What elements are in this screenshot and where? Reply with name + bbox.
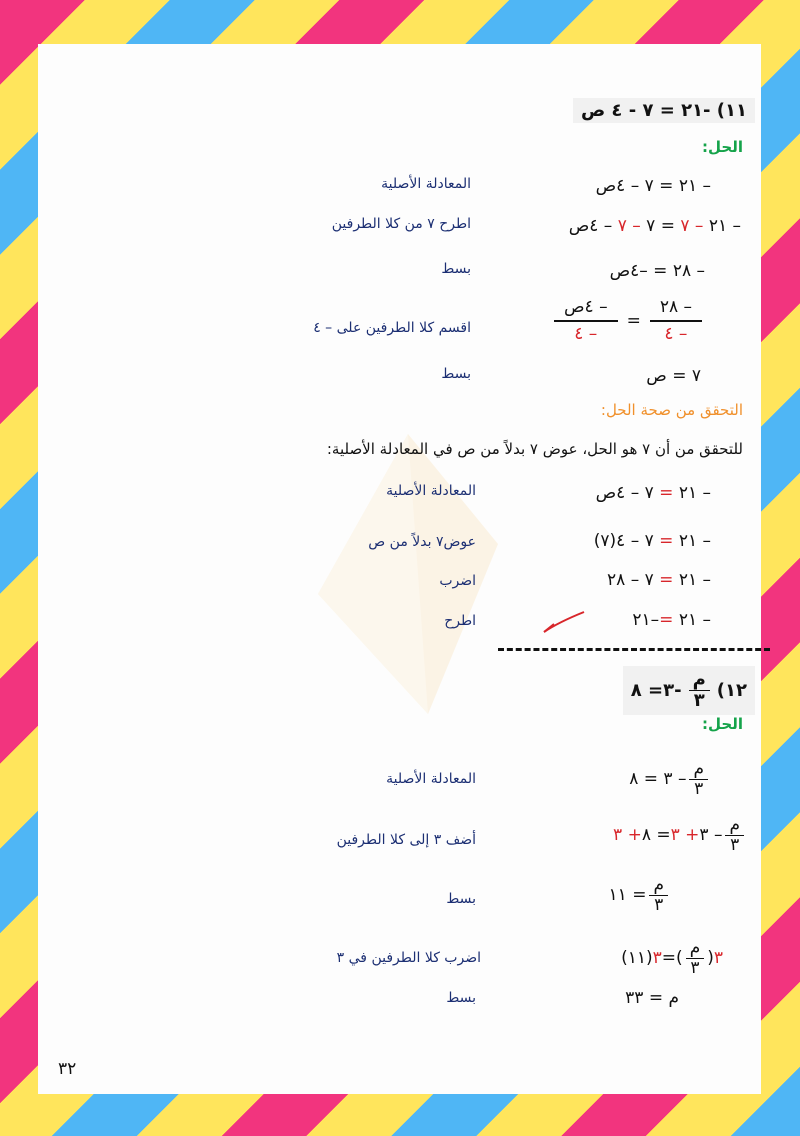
- note-12-step2: أضف ٣ إلى كلا الطرفين: [336, 832, 476, 848]
- check-title: التحقق من صحة الحل:: [600, 401, 743, 419]
- problem-11-statement: ١١) -٢١ = ٧ - ٤ ص: [573, 98, 755, 123]
- eq-12-step1: $\frac{\text{م}}{٣}$ – ٣ = ٨: [629, 760, 711, 798]
- check-eq-3: – ٢١ = ٧ – ٢٨: [607, 570, 711, 590]
- book-watermark-icon: [298, 424, 518, 724]
- eq-11-step4: $\frac{- ٢٨}{- ٤}$ = $\frac{\text{– ٤ص}}{- ٤}$: [551, 298, 705, 343]
- note-11-step2: اطرح ٧ من كلا الطرفين: [331, 216, 471, 232]
- fraction-left: $\frac{- ٢٨}{- ٤}$: [650, 298, 702, 343]
- note-11-step3: بسط: [441, 261, 471, 277]
- fraction-m-over-3: $\frac{\text{م}}{٣}$: [649, 876, 668, 914]
- solution-label-11: الحل:: [702, 138, 743, 156]
- fraction-m-over-3: $\frac{\text{م}}{٣}$: [725, 816, 744, 854]
- note-12-step3: بسط: [446, 891, 476, 907]
- problem-12-fraction: $\frac{\text{م}}{٣}$: [689, 670, 710, 711]
- check-eq-4: – ٢١ =–٢١: [632, 610, 711, 630]
- note-12-step5: بسط: [446, 990, 476, 1006]
- eq-12-step4: ٣ ( $\frac{\text{م}}{٣}$ ) = ٣ (١١): [621, 938, 723, 978]
- fraction-right: $\frac{\text{– ٤ص}}{- ٤}$: [554, 298, 618, 343]
- check-note-3: اضرب: [439, 573, 476, 589]
- eq-11-step1: – ٢١ = ٧ – ٤ص: [595, 176, 711, 196]
- fraction-m-over-3: $\frac{\text{م}}{٣}$: [689, 760, 708, 798]
- page-number: ٣٢: [58, 1059, 77, 1079]
- eq-12-step3: $\frac{\text{م}}{٣}$ = ١١: [609, 876, 671, 914]
- note-11-step5: بسط: [441, 366, 471, 382]
- eq-11-step2: – ٢١ – ٧ = ٧ – ٧ – ٤ص: [568, 216, 741, 236]
- section-divider: [498, 648, 770, 651]
- solution-label-12: الحل:: [702, 715, 743, 733]
- check-eq-1: – ٢١ = ٧ – ٤ص: [595, 483, 711, 503]
- check-eq-2: – ٢١ = ٧ – ٤(٧): [593, 531, 711, 551]
- fraction-m-over-3: $\frac{\text{م}}{٣}$: [686, 939, 705, 977]
- check-note-2: عوض٧ بدلاً من ص: [368, 534, 476, 550]
- check-note-1: المعادلة الأصلية: [386, 483, 476, 499]
- note-11-step1: المعادلة الأصلية: [381, 176, 471, 192]
- problem-12-statement: ١٢) $\frac{\text{م}}{٣}$ -٣= ٨: [623, 666, 755, 715]
- eq-12-step5: م = ٣٣: [625, 988, 679, 1008]
- page: [38, 44, 761, 1094]
- check-note-4: اطرح: [444, 613, 476, 629]
- eq-12-step2: $\frac{\text{م}}{٣}$ – ٣ + ٣ = ٨ + ٣: [613, 816, 747, 854]
- note-12-step1: المعادلة الأصلية: [386, 771, 476, 787]
- note-12-step4: اضرب كلا الطرفين في ٣: [336, 950, 481, 966]
- checkmark-icon: [540, 610, 590, 636]
- eq-11-step5: ٧ = ص: [646, 366, 701, 386]
- eq-11-step3: – ٢٨ = –٤ص: [609, 261, 705, 281]
- check-intro: للتحقق من أن ٧ هو الحل، عوض ٧ بدلاً من ص في المعادلة الأصلية:: [326, 440, 743, 458]
- note-11-step4: اقسم كلا الطرفين على – ٤: [313, 320, 471, 336]
